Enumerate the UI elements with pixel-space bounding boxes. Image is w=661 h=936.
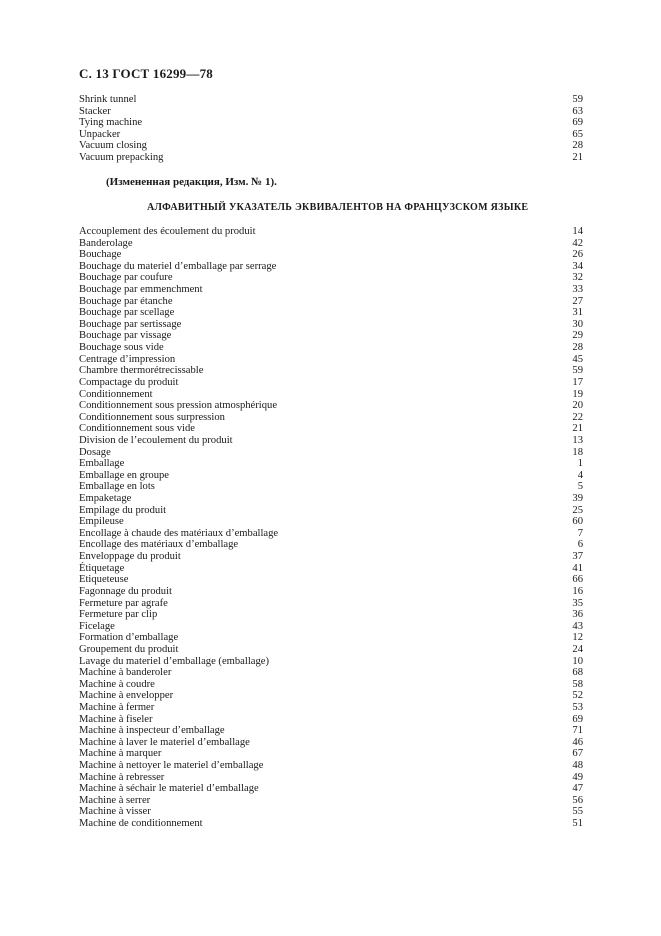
index-number: 28 <box>572 140 583 152</box>
index-number: 4 <box>577 469 583 481</box>
index-entry <box>79 94 583 106</box>
index-entry <box>79 319 583 331</box>
index-term: Bouchage du materiel d’emballage par serrage <box>79 260 277 272</box>
index-entry <box>79 516 583 528</box>
index-number: 46 <box>572 736 583 748</box>
page-header: С. 13 ГОСТ 16299—78 <box>79 66 213 81</box>
index-number: 20 <box>572 400 583 412</box>
index-number: 59 <box>572 365 583 377</box>
index-number: 36 <box>572 609 583 621</box>
index-entry <box>79 644 583 656</box>
index-term: Emballage en lots <box>79 481 155 493</box>
index-entry <box>79 481 583 493</box>
index-entry <box>79 551 583 563</box>
index-entry <box>79 307 583 319</box>
index-term: Compactage du produit <box>79 376 179 388</box>
index-term: Bouchage par coufure <box>79 272 173 284</box>
index-entry <box>79 117 583 129</box>
index-number: 34 <box>572 260 583 272</box>
index-term: Bouchage sous vide <box>79 342 164 354</box>
index-number: 55 <box>572 806 583 818</box>
index-entry <box>79 621 583 633</box>
index-number: 47 <box>572 783 583 795</box>
index-term: Vacuum closing <box>79 140 147 152</box>
index-entry <box>79 423 583 435</box>
index-term: Encollage à chaude des matériaux d’emballage <box>79 527 279 539</box>
index-entry <box>79 563 583 575</box>
index-term: Machine à envelopper <box>79 690 174 702</box>
index-term: Machine de conditionnement <box>79 818 203 830</box>
index-number: 19 <box>572 388 583 400</box>
index-term: Accouplement des écoulement du produit <box>79 226 256 237</box>
index-entry <box>79 539 583 551</box>
index-entry <box>79 586 583 598</box>
index-entry <box>79 505 583 517</box>
index-entry <box>79 447 583 459</box>
index-term: Bouchage <box>79 249 122 261</box>
index-term: Formation d’emballage <box>79 632 179 644</box>
index-number: 69 <box>572 713 583 725</box>
index-entry <box>79 656 583 668</box>
index-entry <box>79 249 583 261</box>
index-number: 69 <box>572 117 583 129</box>
index-entry <box>79 296 583 308</box>
index-entry <box>79 389 583 401</box>
index-term: Fagonnage du produit <box>79 585 172 597</box>
index-term: Machine à séchair le materiel d’emballage <box>79 783 259 795</box>
index-number: 21 <box>572 152 583 164</box>
index-number: 5 <box>577 481 583 493</box>
index-term: Machine à coudre <box>79 678 155 690</box>
index-number: 27 <box>572 295 583 307</box>
amendment-note: (Измененная редакция, Изм. № 1). <box>106 176 277 188</box>
index-number: 53 <box>572 701 583 713</box>
index-number: 33 <box>572 284 583 296</box>
index-term: Machine à marquer <box>79 748 162 760</box>
index-number: 58 <box>572 678 583 690</box>
index-number: 16 <box>572 585 583 597</box>
index-entry <box>79 667 583 679</box>
index-number: 24 <box>572 643 583 655</box>
index-number: 32 <box>572 272 583 284</box>
index-term: Lavage du materiel d’emballage (emballage) <box>79 655 269 667</box>
index-term: Bouchage par vissage <box>79 330 172 342</box>
index-entry <box>79 412 583 424</box>
index-number: 49 <box>572 771 583 783</box>
index-number: 1 <box>577 458 583 470</box>
index-term: Emballage <box>79 458 125 470</box>
index-number: 59 <box>572 94 583 105</box>
index-number: 29 <box>572 330 583 342</box>
index-term: Étiquetage <box>79 562 125 574</box>
index-entry <box>79 702 583 714</box>
index-entry <box>79 342 583 354</box>
index-term: Conditionnement sous surpression <box>79 411 225 423</box>
index-number: 31 <box>572 307 583 319</box>
index-entry <box>79 609 583 621</box>
index-term: Empileuse <box>79 516 124 528</box>
index-number: 68 <box>572 667 583 679</box>
index-term: Conditionnement <box>79 388 153 400</box>
index-number: 25 <box>572 504 583 516</box>
index-number: 67 <box>572 748 583 760</box>
index-number: 65 <box>572 128 583 140</box>
index-number: 28 <box>572 342 583 354</box>
index-term: Machine à serrer <box>79 794 151 806</box>
index-number: 14 <box>572 226 583 237</box>
index-number: 43 <box>572 620 583 632</box>
index-entry <box>79 377 583 389</box>
index-term: Machine à nettoyer le materiel d’emballage <box>79 760 264 772</box>
index-term: Machine à inspecteur d’emballage <box>79 725 225 737</box>
index-term: Tying machine <box>79 117 143 129</box>
index-entry <box>79 435 583 447</box>
index-term: Bouchage par emmenchment <box>79 284 203 296</box>
index-term: Shrink tunnel <box>79 94 137 105</box>
index-number: 37 <box>572 551 583 563</box>
index-term: Empaketage <box>79 493 132 505</box>
index-term: Bouchage par sertissage <box>79 318 182 330</box>
index-entry <box>79 783 583 795</box>
index-term: Machine à fermer <box>79 701 155 713</box>
index-entry <box>79 238 583 250</box>
index-entry <box>79 330 583 342</box>
french-section-title: АЛФАВИТНЫЙ УКАЗАТЕЛЬ ЭКВИВАЛЕНТОВ НА ФРАНЦУЗСКОМ ЯЗЫКЕ <box>147 202 529 213</box>
index-term: Conditionnement sous vide <box>79 423 195 435</box>
index-term: Bouchage par scellage <box>79 307 175 319</box>
index-term: Enveloppage du produit <box>79 551 181 563</box>
index-number: 39 <box>572 493 583 505</box>
index-entry <box>79 772 583 784</box>
index-entry <box>79 795 583 807</box>
index-entry <box>79 760 583 772</box>
index-term: Machine à fiseler <box>79 713 153 725</box>
index-number: 51 <box>572 818 583 830</box>
french-index-list <box>79 226 583 830</box>
index-entry <box>79 725 583 737</box>
index-number: 52 <box>572 690 583 702</box>
index-entry <box>79 528 583 540</box>
index-entry <box>79 106 583 118</box>
index-number: 13 <box>572 434 583 446</box>
index-term: Machine à banderoler <box>79 667 172 679</box>
index-entry <box>79 806 583 818</box>
index-number: 21 <box>572 423 583 435</box>
index-term: Dosage <box>79 446 111 458</box>
index-term: Empilage du produit <box>79 504 167 516</box>
index-entry <box>79 818 583 830</box>
index-number: 71 <box>572 725 583 737</box>
index-number: 60 <box>572 516 583 528</box>
index-entry <box>79 226 583 238</box>
index-number: 41 <box>572 562 583 574</box>
index-term: Machine à rebresser <box>79 771 165 783</box>
index-term: Banderolage <box>79 237 133 249</box>
index-term: Fermeture par agrafe <box>79 597 168 609</box>
english-index-list <box>79 94 583 164</box>
index-entry <box>79 493 583 505</box>
index-entry <box>79 129 583 141</box>
index-term: Machine à visser <box>79 806 151 818</box>
index-entry <box>79 400 583 412</box>
index-entry <box>79 354 583 366</box>
index-entry <box>79 632 583 644</box>
index-entry <box>79 365 583 377</box>
index-number: 17 <box>572 376 583 388</box>
index-term: Stacker <box>79 105 111 117</box>
index-number: 35 <box>572 597 583 609</box>
index-term: Vacuum prepacking <box>79 152 164 164</box>
index-entry <box>79 284 583 296</box>
index-number: 12 <box>572 632 583 644</box>
index-term: Division de l’ecoulement du produit <box>79 434 233 446</box>
index-number: 22 <box>572 411 583 423</box>
index-term: Bouchage par étanche <box>79 295 173 307</box>
index-term: Ficelage <box>79 620 115 632</box>
index-number: 6 <box>577 539 583 551</box>
index-number: 10 <box>572 655 583 667</box>
index-number: 63 <box>572 105 583 117</box>
index-entry <box>79 690 583 702</box>
index-term: Centrage d’impression <box>79 353 176 365</box>
index-entry <box>79 679 583 691</box>
index-entry <box>79 748 583 760</box>
index-term: Machine à laver le materiel d’emballage <box>79 736 250 748</box>
index-term: Etiqueteuse <box>79 574 129 586</box>
index-term: Fermeture par clip <box>79 609 158 621</box>
index-entry <box>79 272 583 284</box>
index-entry <box>79 714 583 726</box>
index-entry <box>79 261 583 273</box>
index-entry <box>79 470 583 482</box>
index-term: Unpacker <box>79 128 121 140</box>
index-number: 48 <box>572 760 583 772</box>
index-number: 26 <box>572 249 583 261</box>
index-term: Chambre thermorétrecissable <box>79 365 204 377</box>
index-number: 66 <box>572 574 583 586</box>
index-entry <box>79 574 583 586</box>
index-term: Emballage en groupe <box>79 469 170 481</box>
index-entry <box>79 737 583 749</box>
index-entry <box>79 140 583 152</box>
index-number: 7 <box>577 527 583 539</box>
index-entry <box>79 598 583 610</box>
index-number: 45 <box>572 353 583 365</box>
index-entry <box>79 152 583 164</box>
index-term: Encollage des matériaux d’emballage <box>79 539 239 551</box>
index-number: 42 <box>572 237 583 249</box>
index-number: 18 <box>572 446 583 458</box>
index-entry <box>79 458 583 470</box>
index-term: Groupement du produit <box>79 643 179 655</box>
index-number: 30 <box>572 318 583 330</box>
index-number: 56 <box>572 794 583 806</box>
index-term: Conditionnement sous pression atmosphérique <box>79 400 278 412</box>
